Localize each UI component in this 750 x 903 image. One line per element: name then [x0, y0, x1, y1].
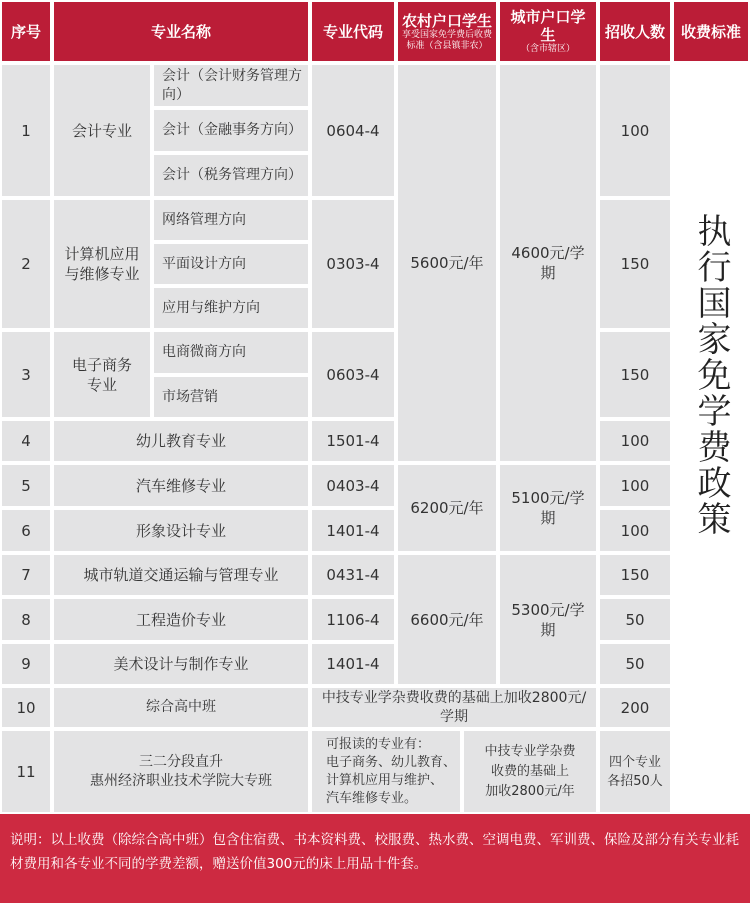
row-10-enrollment: 200	[598, 686, 672, 729]
row-11-fee-standard	[672, 686, 750, 814]
row-5-index: 5	[0, 463, 52, 508]
header-index: 序号	[0, 0, 52, 63]
row-11-name: 三二分段直升 惠州经济职业技术学院大专班	[52, 729, 310, 814]
row-1-enrollment: 100	[598, 63, 672, 198]
fee-group-2-urban: 5100元/学期	[498, 463, 598, 553]
row-1-name: 会计专业	[52, 63, 152, 198]
row-8-enrollment: 50	[598, 597, 672, 642]
row-7-name: 城市轨道交通运输与管理专业	[52, 553, 310, 597]
row-1-direction-1: 会计（会计财务管理方向）	[152, 63, 310, 108]
row-4-name: 幼儿教育专业	[52, 419, 310, 463]
fee-group-1-urban: 4600元/学期	[498, 63, 598, 463]
row-8-index: 8	[0, 597, 52, 642]
row-3-direction-1: 电商微商方向	[152, 330, 310, 375]
row-7-index: 7	[0, 553, 52, 597]
row-9-index: 9	[0, 642, 52, 686]
header-urban-students: 城市户口学生 （含市辖区）	[498, 0, 598, 63]
row-5-code: 0403-4	[310, 463, 396, 508]
row-1-direction-3: 会计（税务管理方向）	[152, 153, 310, 198]
row-2-index: 2	[0, 198, 52, 330]
row-7-code: 0431-4	[310, 553, 396, 597]
row-7-enrollment: 150	[598, 553, 672, 597]
row-3-code: 0603-4	[310, 330, 396, 419]
row-3-enrollment: 150	[598, 330, 672, 419]
row-3-index: 3	[0, 330, 52, 419]
row-2-direction-3: 应用与维护方向	[152, 286, 310, 330]
row-2-direction-1: 网络管理方向	[152, 198, 310, 242]
fee-group-3-rural: 6600元/年	[396, 553, 498, 686]
row-6-index: 6	[0, 508, 52, 553]
row-9-enrollment: 50	[598, 642, 672, 686]
fee-group-2-rural: 6200元/年	[396, 463, 498, 553]
row-9-name: 美术设计与制作专业	[52, 642, 310, 686]
policy-text: 执行国家免学费政策	[672, 63, 750, 686]
header-major-code: 专业代码	[310, 0, 396, 63]
row-11-enrollment: 四个专业 各招50人	[598, 729, 672, 814]
row-11-fee: 中技专业学杂费 收费的基础上 加收2800元/年	[462, 729, 598, 814]
row-2-enrollment: 150	[598, 198, 672, 330]
header-major-name: 专业名称	[52, 0, 310, 63]
row-4-index: 4	[0, 419, 52, 463]
footer-note: 说明：以上收费（除综合高中班）包含住宿费、书本资料费、校服费、热水费、空调电费、军训费、保险及部分有关专业耗材费用和各专业不同的学费差额，赠送价值300元的床上用品十件套。	[0, 814, 750, 903]
row-4-code: 1501-4	[310, 419, 396, 463]
row-1-code: 0604-4	[310, 63, 396, 198]
row-3-direction-2: 市场营销	[152, 375, 310, 419]
fee-group-3-urban: 5300元/学期	[498, 553, 598, 686]
row-6-enrollment: 100	[598, 508, 672, 553]
header-rural-students: 农村户口学生 享受国家免学费后收费 标准（含县镇非农）	[396, 0, 498, 63]
row-1-index: 1	[0, 63, 52, 198]
header-enrollment: 招收人数	[598, 0, 672, 63]
row-10-fee-note: 中技专业学杂费收费的基础上加收2800元/学期	[310, 686, 598, 729]
row-1-direction-2: 会计（金融事务方向）	[152, 108, 310, 153]
row-3-name: 电子商务专业	[52, 330, 152, 419]
row-8-code: 1106-4	[310, 597, 396, 642]
row-10-name: 综合高中班	[52, 686, 310, 729]
row-10-index: 10	[0, 686, 52, 729]
row-6-code: 1401-4	[310, 508, 396, 553]
row-5-enrollment: 100	[598, 463, 672, 508]
row-2-code: 0303-4	[310, 198, 396, 330]
row-8-name: 工程造价专业	[52, 597, 310, 642]
row-2-direction-2: 平面设计方向	[152, 242, 310, 286]
row-2-name: 计算机应用与维修专业	[52, 198, 152, 330]
row-9-code: 1401-4	[310, 642, 396, 686]
row-11-majors: 可报读的专业有： 电子商务、幼儿教育、 计算机应用与维护、 汽车维修专业。	[310, 729, 462, 814]
fee-group-1-rural: 5600元/年	[396, 63, 498, 463]
row-11-index: 11	[0, 729, 52, 814]
row-5-name: 汽车维修专业	[52, 463, 310, 508]
header-fee-standard: 收费标准	[672, 0, 750, 63]
row-4-enrollment: 100	[598, 419, 672, 463]
row-6-name: 形象设计专业	[52, 508, 310, 553]
